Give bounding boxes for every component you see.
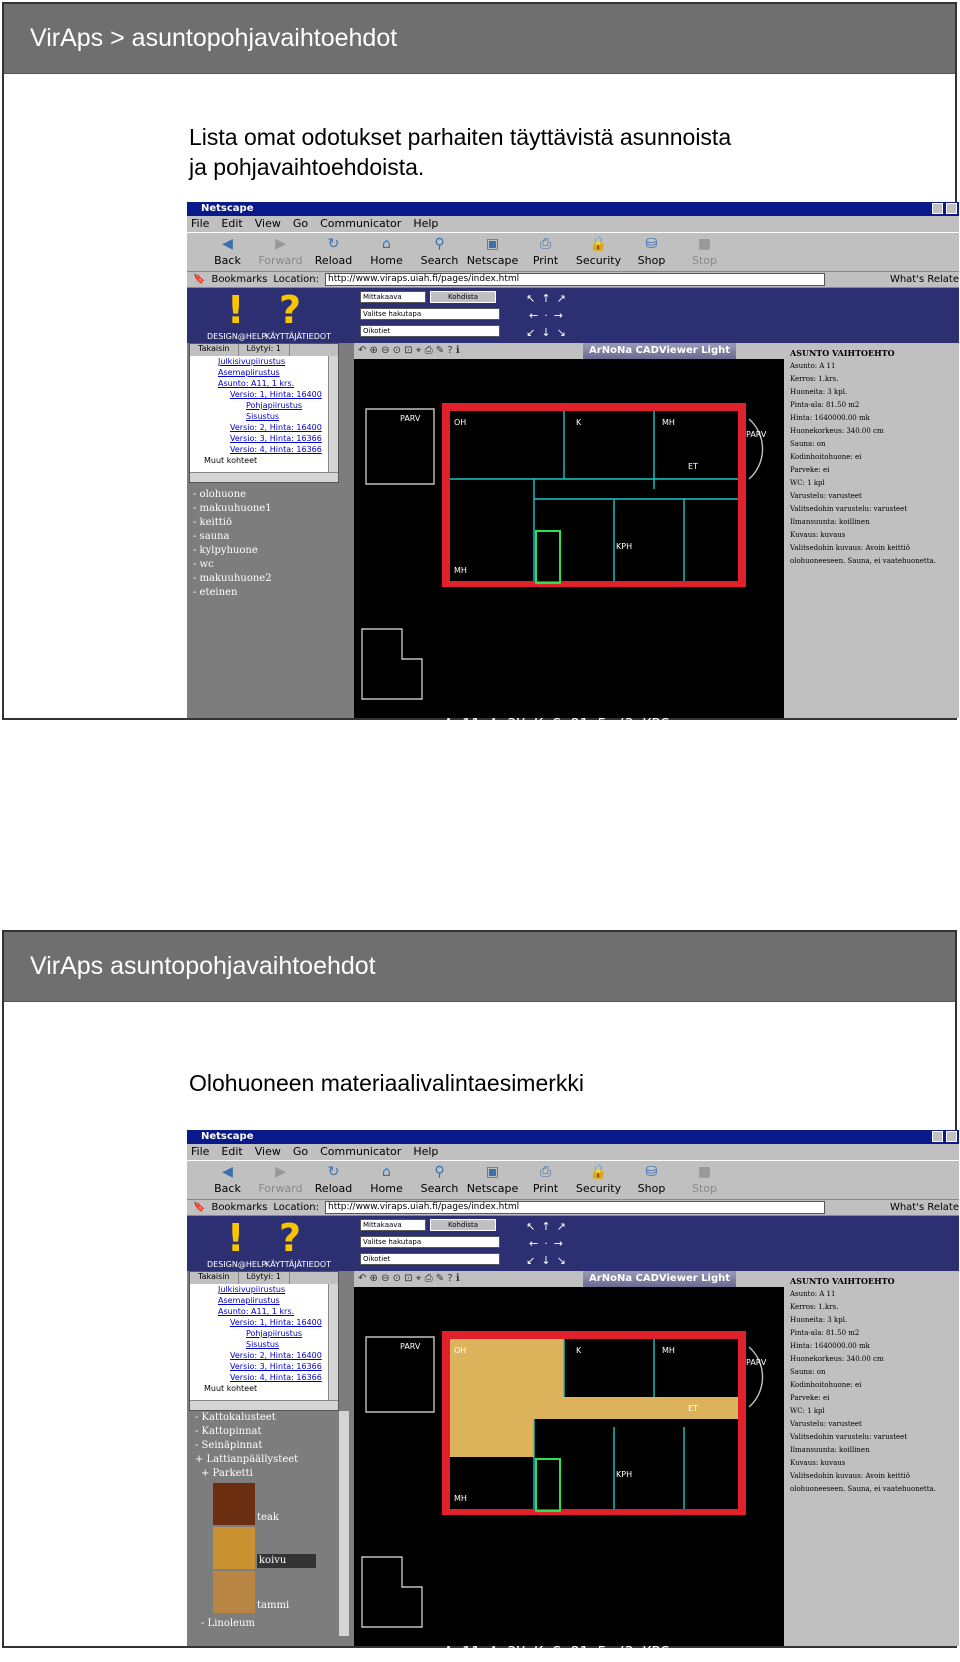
tree-node[interactable]: Versio: 2, Hinta: 16400 (230, 423, 322, 432)
search-target-button[interactable]: Kohdista (430, 1219, 496, 1231)
navigation-toolbar (187, 1160, 959, 1200)
logo-area (187, 288, 354, 343)
room-item[interactable]: - olohuone (193, 489, 247, 500)
info-line: Varustelu: varusteet (790, 492, 862, 500)
stop-icon: ■ (697, 1164, 712, 1180)
plan-caption: As11.A 3H+K+S 81.5 /3.KRS (444, 1643, 670, 1661)
stop-button[interactable]: ■ Stop (678, 233, 731, 271)
shortcuts-select[interactable]: Oikotiet (360, 1253, 500, 1265)
room-label: K (576, 418, 582, 427)
floor-plan[interactable] (354, 1287, 784, 1662)
reload-button[interactable]: ↻ Reload (307, 1161, 360, 1199)
info-line: Valitsedohin kuvaus: Avoin keittiö olohuoneeseen. Sauna, ei vaatehuonetta. (790, 544, 936, 565)
bookmarks-icon: 🔖 (193, 274, 206, 285)
shop-button[interactable]: ⛁ Shop (625, 233, 678, 271)
tree-node[interactable]: Pohjapiirustus (246, 401, 303, 410)
info-line: Huoneita: 3 kpl. (790, 1316, 848, 1324)
info-line: Valitsedohin varustelu: varusteet (790, 505, 908, 513)
menu-file[interactable]: File (191, 1145, 210, 1158)
oak-swatch[interactable] (213, 1571, 255, 1613)
tab-found[interactable]: Löytyi: 1 (239, 344, 290, 356)
room-item[interactable]: - makuuhuone2 (193, 573, 272, 584)
tree-node[interactable]: Versio: 4, Hinta: 16366 (230, 1373, 322, 1382)
info-panel (784, 1216, 959, 1646)
home-button[interactable]: ⌂ Home (360, 1161, 413, 1199)
material-item[interactable]: - Kattokalusteet (195, 1412, 276, 1423)
info-panel (784, 288, 959, 718)
info-line: Kodinhoitohuone: ei (790, 453, 862, 461)
menu-help[interactable]: Help (413, 1145, 439, 1158)
search-icon: ⚲ (434, 236, 445, 252)
search-method-select[interactable]: Valitse hakutapa (360, 1236, 500, 1248)
url-input[interactable]: http://www.viraps.uiah.fi/pages/index.html (325, 1201, 825, 1214)
material-item[interactable]: + Lattianpäällysteet (195, 1454, 299, 1465)
swatch-label: teak (257, 1512, 279, 1523)
info-line: Asunto: A 11 (790, 1290, 836, 1298)
browser-titlebar (187, 1130, 959, 1144)
tree-horizontal-scrollbar[interactable] (190, 1400, 338, 1410)
info-line: WC: 1 kpl (790, 1407, 825, 1415)
netscape-icon: ▣ (485, 236, 500, 252)
material-scrollbar[interactable] (339, 1411, 349, 1636)
material-item[interactable]: - Linoleum (201, 1618, 255, 1629)
room-item[interactable]: - makuuhuone1 (193, 503, 272, 514)
cad-toolbar (354, 343, 784, 359)
room-label: OH (454, 1346, 467, 1355)
info-line: Asunto: A 11 (790, 362, 836, 370)
room-label: MH (662, 1346, 675, 1355)
menu-view[interactable]: View (254, 1145, 281, 1158)
cad-title: ArNoNa CADViewer Light (583, 343, 736, 359)
material-item[interactable]: - Seinäpinnat (195, 1440, 263, 1451)
security-button[interactable]: 🔒 Security (572, 233, 625, 271)
floor-plan[interactable] (354, 359, 784, 734)
reload-button[interactable]: ↻ Reload (307, 233, 360, 271)
location-label: Location: (273, 274, 319, 285)
tree-vertical-scrollbar[interactable] (328, 356, 338, 472)
info-title: ASUNTO VAIHTOEHTO (790, 1276, 895, 1286)
tree-node[interactable]: Versio: 3, Hinta: 16366 (230, 1362, 322, 1371)
info-line: Kerros: 1.krs. (790, 375, 839, 383)
tab-found[interactable]: Löytyi: 1 (239, 1272, 290, 1284)
cad-title: ArNoNa CADViewer Light (583, 1271, 736, 1287)
room-item[interactable]: - sauna (193, 531, 230, 542)
tab-back[interactable]: Takaisin (190, 1272, 239, 1284)
menu-help[interactable]: Help (413, 217, 439, 230)
print-button[interactable]: ⎙ Print (519, 233, 572, 271)
info-line: Hinta: 1640000.00 mk (790, 414, 870, 422)
forward-arrow-icon: ▶ (275, 236, 286, 252)
info-line: Ilmansuunta: koillinen (790, 518, 870, 526)
swatch-label-selected: koivu (257, 1554, 316, 1568)
viewer-controls (354, 288, 784, 343)
search-button[interactable]: ⚲ Search (413, 1161, 466, 1199)
menu-communicator[interactable]: Communicator (320, 217, 402, 230)
back-arrow-icon: ◀ (222, 1164, 233, 1180)
tree-node[interactable]: Versio: 2, Hinta: 16400 (230, 1351, 322, 1360)
material-list (189, 1411, 349, 1636)
info-line: Huoneita: 3 kpl. (790, 388, 848, 396)
search-target-button[interactable]: Kohdista (430, 291, 496, 303)
forward-arrow-icon: ▶ (275, 1164, 286, 1180)
print-icon: ⎙ (539, 1164, 552, 1180)
browser-screenshot (187, 1130, 959, 1661)
room-label: MH (454, 566, 467, 575)
room-label: MH (662, 418, 675, 427)
logo-area (187, 1216, 354, 1271)
slide-header: VirAps asuntopohjavaihtoehdot (4, 932, 955, 1002)
lock-icon: 🔒 (589, 1164, 608, 1180)
zoom-tools-icon[interactable]: ↶ ⊕ ⊖ ⊙ ⊡ ⌖ ⎙ ✎ ? ℹ (358, 1273, 460, 1284)
exclamation-icon[interactable]: ! (227, 1216, 245, 1260)
tab-back[interactable]: Takaisin (190, 344, 239, 356)
home-icon: ⌂ (382, 1164, 391, 1180)
menu-go[interactable]: Go (292, 217, 309, 230)
material-item[interactable]: - Kattopinnat (195, 1426, 262, 1437)
room-item[interactable]: - keittiö (193, 517, 232, 528)
tree-view (189, 1271, 339, 1411)
info-line: Parveke: ei (790, 1394, 830, 1402)
back-button[interactable]: ◀ Back (201, 1161, 254, 1199)
exclamation-icon[interactable]: ! (227, 288, 245, 332)
tree-view (189, 343, 339, 483)
room-label: KPH (616, 542, 633, 551)
room-label: ET (688, 1404, 698, 1413)
slide-subtitle: Olohuoneen materiaalivalintaesimerkki (189, 1070, 585, 1096)
info-line: Kuvaus: kuvaus (790, 1459, 846, 1467)
browser-title: Netscape (201, 1131, 254, 1142)
browser-title: Netscape (201, 203, 254, 214)
plan-caption: As11.A 3H+K+S 81.5 /3.KRS (444, 715, 670, 733)
cad-viewer (354, 1216, 784, 1661)
maximize-icon[interactable] (946, 203, 957, 214)
tree-horizontal-scrollbar[interactable] (190, 472, 338, 482)
tree-node[interactable]: Asemapiirustus (218, 1296, 280, 1305)
info-line: WC: 1 kpl (790, 479, 825, 487)
user-info-link[interactable]: KÄYTTÄJÄTIEDOT (265, 1260, 332, 1269)
info-line: Pinta-ala: 81.50 m2 (790, 1329, 860, 1337)
cad-viewer (354, 288, 784, 733)
user-info-link[interactable]: KÄYTTÄJÄTIEDOT (265, 332, 332, 341)
reload-icon: ↻ (327, 1164, 340, 1180)
room-list (193, 488, 272, 600)
designhelp-link[interactable]: DESIGN@HELP (207, 332, 267, 341)
tree-node[interactable]: Asunto: A11, 1 krs. (218, 1307, 295, 1316)
room-label: PARV (400, 414, 421, 423)
pan-arrows-icon[interactable]: ↖↑↗ ←·→ ↙↓↘ (526, 292, 572, 339)
tree-node[interactable]: Sisustus (246, 1340, 280, 1349)
zoom-tools-icon[interactable]: ↶ ⊕ ⊖ ⊙ ⊡ ⌖ ⎙ ✎ ? ℹ (358, 345, 460, 356)
info-line: Kuvaus: kuvaus (790, 531, 846, 539)
pan-arrows-icon[interactable]: ↖↑↗ ←·→ ↙↓↘ (526, 1220, 572, 1267)
tree-node[interactable]: Pohjapiirustus (246, 1329, 303, 1338)
tree-node[interactable]: Muut kohteet (204, 1384, 258, 1393)
info-title: ASUNTO VAIHTOEHTO (790, 348, 895, 358)
tree-node[interactable]: Versio: 4, Hinta: 16366 (230, 445, 322, 454)
tree-node[interactable]: Asunto: A11, 1 krs. (218, 379, 295, 388)
home-icon: ⌂ (382, 236, 391, 252)
netscape-icon: ▣ (485, 1164, 500, 1180)
menu-bar (187, 216, 959, 232)
browser-screenshot (187, 202, 959, 733)
room-label: ET (688, 462, 698, 471)
room-label: KPH (616, 1470, 633, 1479)
room-label: OH (454, 418, 467, 427)
forward-button[interactable]: ▶ Forward (254, 1161, 307, 1199)
bookmarks-button[interactable]: Bookmarks (211, 274, 268, 285)
cad-toolbar (354, 1271, 784, 1287)
room-item[interactable]: - wc (193, 559, 214, 570)
reload-icon: ↻ (327, 236, 340, 252)
tree-node[interactable]: Versio: 3, Hinta: 16366 (230, 434, 322, 443)
whats-related-button[interactable]: What's Relate (889, 274, 959, 285)
minimize-icon[interactable] (932, 1131, 943, 1142)
forward-button[interactable]: ▶ Forward (254, 233, 307, 271)
left-panel (187, 288, 354, 718)
room-item[interactable]: - eteinen (193, 587, 238, 598)
bookmarks-button[interactable]: Bookmarks (211, 1202, 268, 1213)
location-bar (187, 1200, 959, 1216)
menu-edit[interactable]: Edit (221, 217, 243, 230)
info-line: Valitsedohin kuvaus: Avoin keittiö olohuoneeseen. Sauna, ei vaatehuonetta. (790, 1472, 936, 1493)
maximize-icon[interactable] (946, 1131, 957, 1142)
url-input[interactable]: http://www.viraps.uiah.fi/pages/index.html (325, 273, 825, 286)
home-button[interactable]: ⌂ Home (360, 233, 413, 271)
tree-vertical-scrollbar[interactable] (328, 1284, 338, 1400)
menu-edit[interactable]: Edit (221, 1145, 243, 1158)
info-line: Sauna: on (790, 440, 826, 448)
print-button[interactable]: ⎙ Print (519, 1161, 572, 1199)
room-label: PARV (746, 1358, 767, 1367)
minimize-icon[interactable] (932, 203, 943, 214)
room-label: PARV (400, 1342, 421, 1351)
security-button[interactable]: 🔒 Security (572, 1161, 625, 1199)
stop-button[interactable]: ■ Stop (678, 1161, 731, 1199)
shop-button[interactable]: ⛁ Shop (625, 1161, 678, 1199)
location-label: Location: (273, 1202, 319, 1213)
left-panel (187, 1216, 354, 1646)
menu-file[interactable]: File (191, 217, 210, 230)
slide-header: VirAps > asuntopohjavaihtoehdot (4, 4, 955, 74)
shop-icon: ⛁ (645, 1164, 658, 1180)
room-item[interactable]: - kylpyhuone (193, 545, 258, 556)
search-button[interactable]: ⚲ Search (413, 233, 466, 271)
info-line: Valitsedohin varustelu: varusteet (790, 1433, 908, 1441)
scale-select[interactable]: Mittakaava (360, 291, 426, 303)
slide-1 (2, 2, 959, 733)
info-line: Hinta: 1640000.00 mk (790, 1342, 870, 1350)
tree-node[interactable]: Julkisivupiirustus (218, 1285, 286, 1294)
tree-node[interactable]: Sisustus (246, 412, 280, 421)
info-line: Kerros: 1.krs. (790, 1303, 839, 1311)
info-line: Varustelu: varusteet (790, 1420, 862, 1428)
tree-node[interactable]: Julkisivupiirustus (218, 357, 286, 366)
slide-2 (2, 930, 959, 1661)
info-line: Kodinhoitohuone: ei (790, 1381, 862, 1389)
info-line: Huonekorkeus: 340.00 cm (790, 427, 884, 435)
web-content (187, 288, 959, 733)
netscape-button[interactable]: ▣ Netscape (466, 236, 519, 267)
web-content (187, 1216, 959, 1661)
print-icon: ⎙ (539, 236, 552, 252)
back-arrow-icon: ◀ (222, 236, 233, 252)
menu-communicator[interactable]: Communicator (320, 1145, 402, 1158)
birch-swatch[interactable] (213, 1527, 255, 1569)
info-line: Pinta-ala: 81.50 m2 (790, 401, 860, 409)
scale-select[interactable]: Mittakaava (360, 1219, 426, 1231)
lock-icon: 🔒 (589, 236, 608, 252)
question-icon[interactable]: ? (279, 288, 302, 332)
stop-icon: ■ (697, 236, 712, 252)
location-bar (187, 272, 959, 288)
tree-node[interactable]: Asemapiirustus (218, 368, 280, 377)
slide-subtitle: Lista omat odotukset parhaiten täyttävistä asunnoista ja pohjavaihtoehdoista. (189, 124, 732, 180)
room-label: PARV (746, 430, 767, 439)
swatch-label: tammi (257, 1600, 290, 1611)
netscape-button[interactable]: ▣ Netscape (466, 1164, 519, 1195)
navigation-toolbar (187, 232, 959, 272)
search-method-select[interactable]: Valitse hakutapa (360, 308, 500, 320)
question-icon[interactable]: ? (279, 1216, 302, 1260)
shortcuts-select[interactable]: Oikotiet (360, 325, 500, 337)
viewer-controls (354, 1216, 784, 1271)
menu-go[interactable]: Go (292, 1145, 309, 1158)
browser-titlebar (187, 202, 959, 216)
material-item[interactable]: + Parketti (201, 1468, 253, 1479)
menu-bar (187, 1144, 959, 1160)
tree-node[interactable]: Versio: 1, Hinta: 16400 (230, 1318, 322, 1327)
bookmarks-icon: 🔖 (193, 1202, 206, 1213)
info-line: Ilmansuunta: koillinen (790, 1446, 870, 1454)
tree-node[interactable]: Versio: 1, Hinta: 16400 (230, 390, 322, 399)
tree-node[interactable]: Muut kohteet (204, 456, 258, 465)
info-line: Parveke: ei (790, 466, 830, 474)
teak-swatch[interactable] (213, 1483, 255, 1525)
menu-view[interactable]: View (254, 217, 281, 230)
back-button[interactable]: ◀ Back (201, 233, 254, 271)
shop-icon: ⛁ (645, 236, 658, 252)
info-line: Sauna: on (790, 1368, 826, 1376)
whats-related-button[interactable]: What's Relate (889, 1202, 959, 1213)
designhelp-link[interactable]: DESIGN@HELP (207, 1260, 267, 1269)
search-icon: ⚲ (434, 1164, 445, 1180)
room-label: MH (454, 1494, 467, 1503)
info-line: Huonekorkeus: 340.00 cm (790, 1355, 884, 1363)
room-label: K (576, 1346, 582, 1355)
